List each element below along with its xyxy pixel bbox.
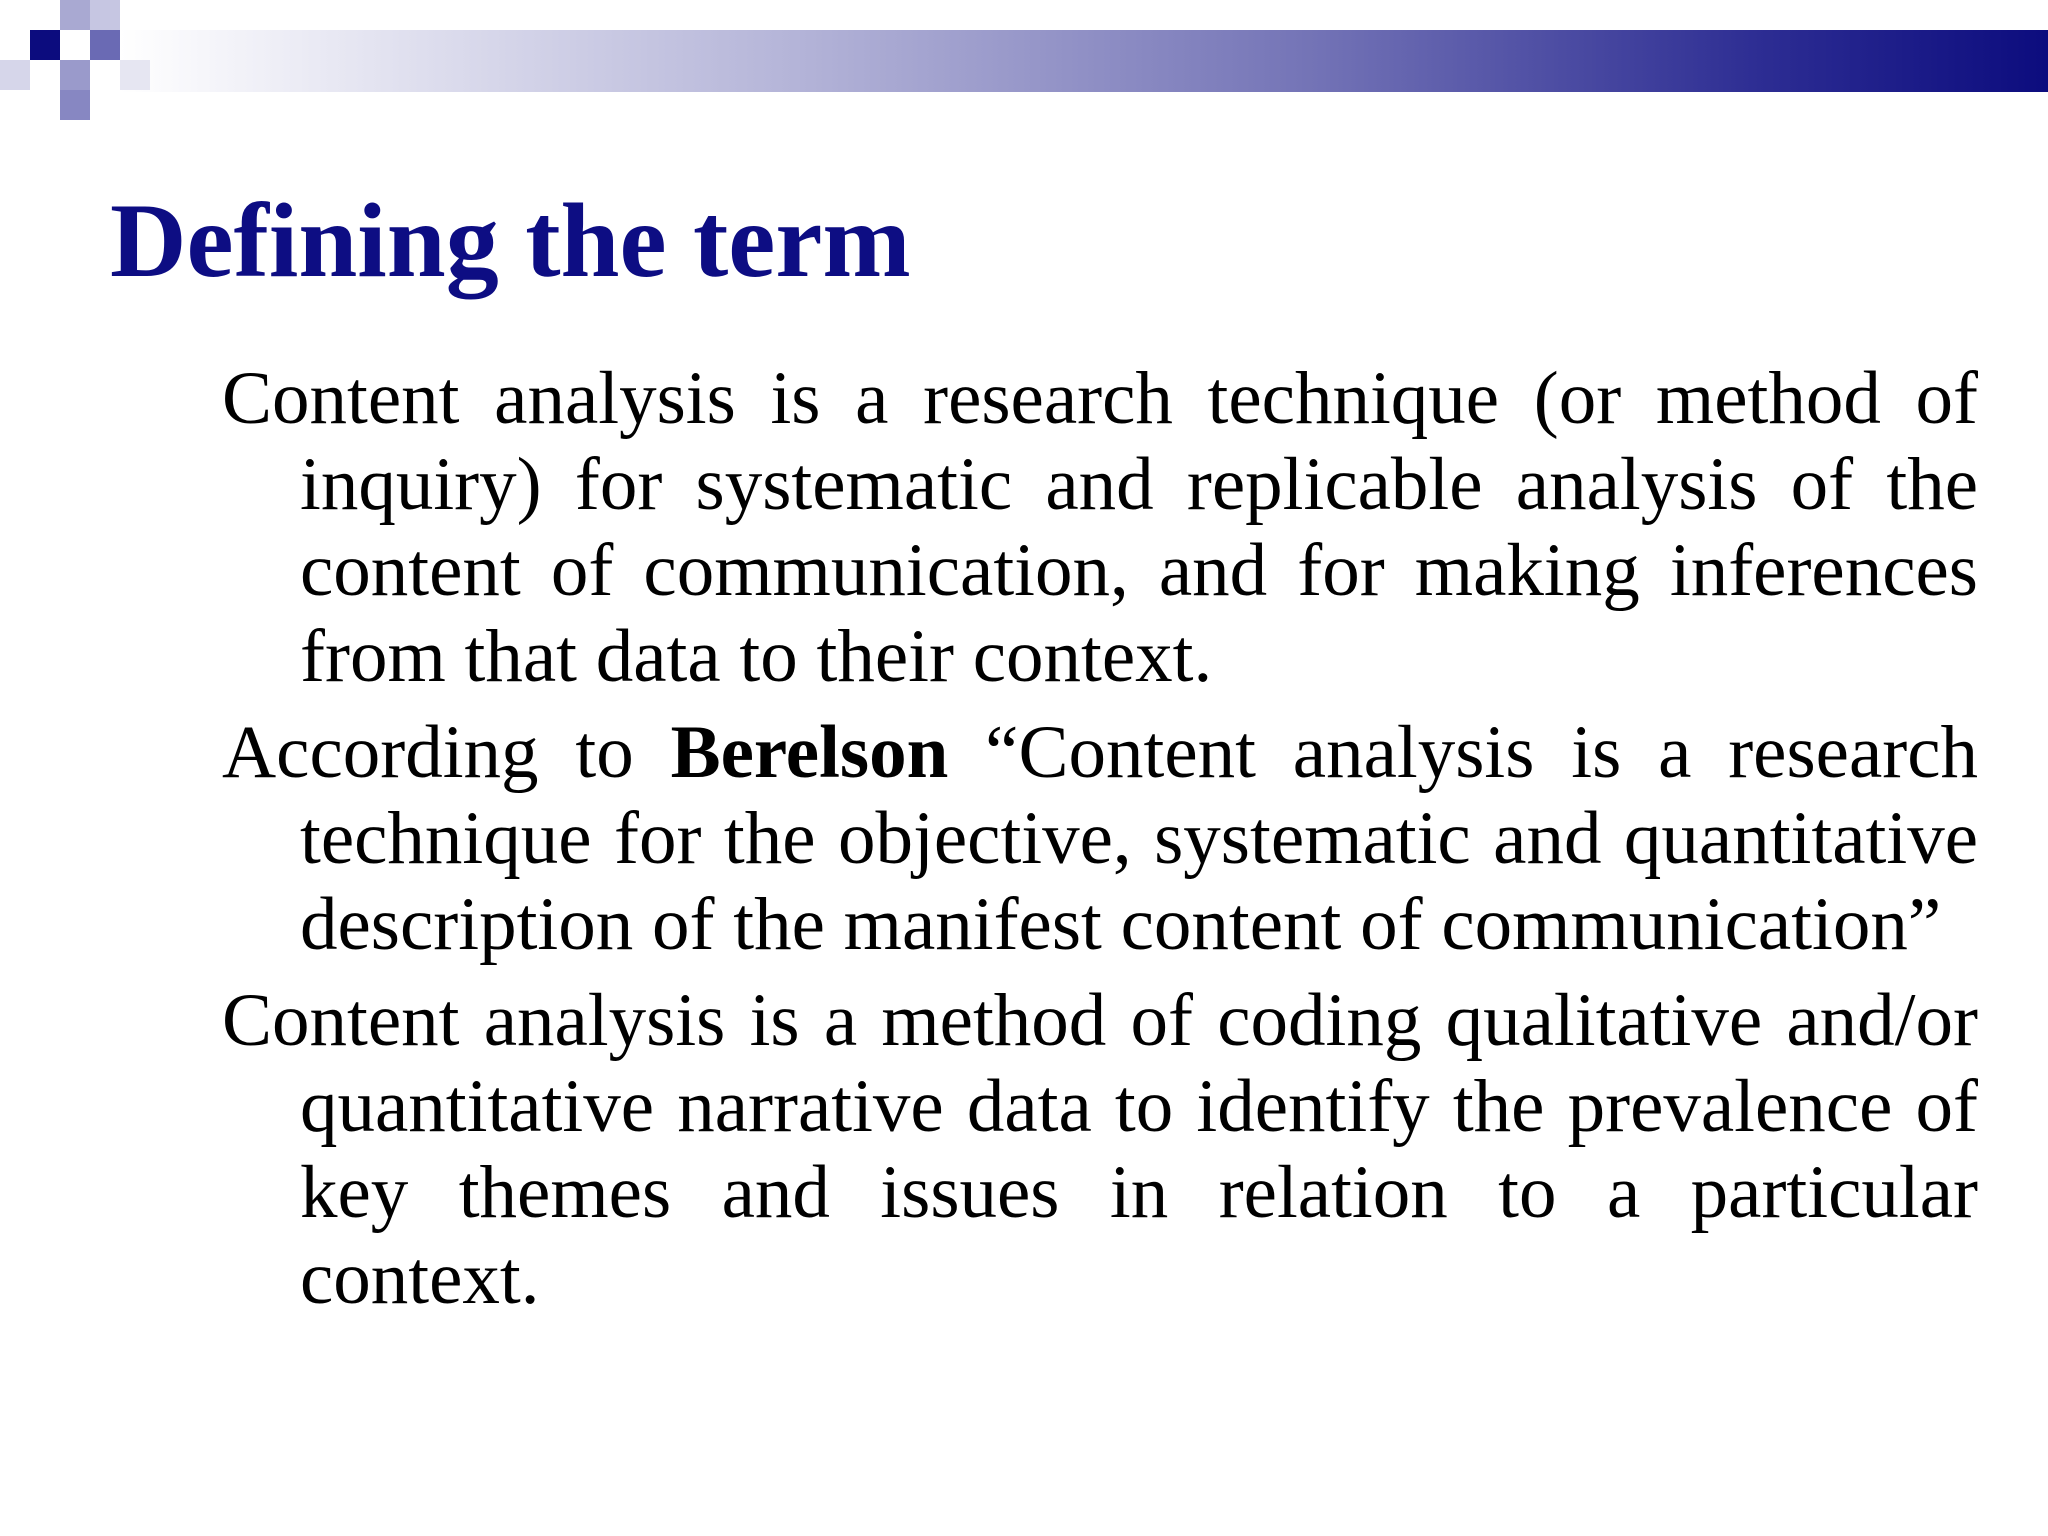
- decor-square-dark: [30, 30, 60, 60]
- quote-text: “Content analysis is a research technique for the objective, systematic and quantitative description of the manifest content of communication”: [300, 711, 1979, 966]
- paragraph-definition: Content analysis is a research technique (or method of inquiry) for systematic and replicable analysis of the content of communication, and for making inferences from that data to their context.: [222, 357, 1978, 698]
- slide-body: [222, 356, 1978, 1332]
- paragraph-coding-method: Content analysis is a method of coding qualitative and/or quantitative narrative data to identify the prevalence of key themes and issues in relation to a particular context.: [222, 979, 1978, 1320]
- decor-square-mid: [60, 90, 90, 120]
- decor-square-light: [90, 0, 120, 30]
- paragraph-berelson-quote: [222, 710, 1978, 968]
- header-gradient-bar: [120, 30, 2048, 92]
- decor-square-light: [0, 60, 30, 90]
- decor-square-light: [120, 60, 150, 90]
- quote-prefix: According to: [222, 711, 671, 794]
- decor-square-mid: [60, 0, 90, 30]
- author-name: Berelson: [670, 711, 949, 794]
- decor-square-mid: [60, 60, 90, 90]
- decor-square-mid: [90, 30, 120, 60]
- slide-title: Defining the term: [110, 182, 911, 299]
